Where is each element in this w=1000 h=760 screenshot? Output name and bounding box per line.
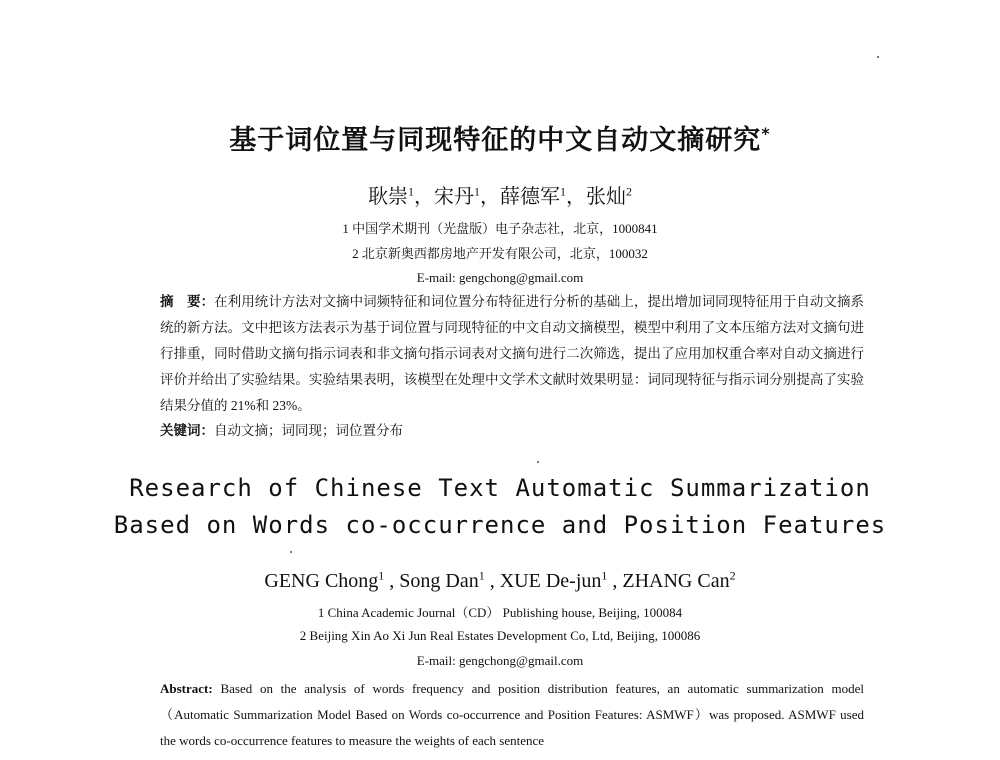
title-footnote-mark: * bbox=[761, 124, 771, 143]
author-separator: ， bbox=[480, 186, 500, 208]
scan-speck bbox=[537, 461, 539, 463]
chinese-title-text: 基于词位置与同现特征的中文自动文摘研究 bbox=[229, 125, 762, 156]
english-title-line-2: Based on Words co-occurrence and Position Features bbox=[113, 511, 887, 539]
author-affiliation-mark: 1 bbox=[601, 568, 608, 583]
english-affiliation-2: 2 Beijing Xin Ao Xi Jun Real Estates Development Co, Ltd, Beijing, 100086 bbox=[299, 628, 701, 643]
author-affiliation-mark: 1 bbox=[478, 568, 485, 583]
chinese-abstract-label: 摘 要： bbox=[160, 294, 215, 309]
author-name: 薛德军 bbox=[500, 186, 560, 208]
english-abstract-text: Based on the analysis of words frequency and position distribution features, an automatic summarization model（Automatic Summarization Model Based on Words co-occurrence and Position Features: ASMWF）was proposed. ASMWF used the words co-occurrence features to measure the weights of each sentence bbox=[160, 681, 865, 748]
author-affiliation-mark: 1 bbox=[560, 184, 566, 199]
author-affiliation-mark: 2 bbox=[729, 568, 736, 583]
author-affiliation-mark: 1 bbox=[408, 184, 414, 199]
chinese-keywords-text: 自动文摘；词同现；词位置分布 bbox=[214, 423, 403, 438]
author-separator: , bbox=[607, 570, 623, 592]
scan-speck bbox=[877, 56, 879, 58]
english-title-line-1: Research of Chinese Text Automatic Summarization bbox=[129, 474, 871, 502]
chinese-abstract-text: 在利用统计方法对文摘中词频特征和词位置分布特征进行分析的基础上，提出增加词同现特征用于自动文摘系统的新方法。文中把该方法表示为基于词位置与同现特征的中文自动文摘模型，模型中利用了文本压缩方法对文摘句进行排重，同时借助文摘句指示词表和非文摘句指示词表对文摘句进行二次筛选，提出了应用加权重合率对自动文摘进行评价并给出了实验结果。实验结果表明，该模型在处理中文学术文献时效果明显：词同现特征与指示词分别提高了实验结果分值的 21%和 23%。 bbox=[160, 294, 865, 413]
chinese-affiliation-1: 1 中国学术期刊（光盘版）电子杂志社，北京，1000841 bbox=[342, 221, 658, 236]
author-name: XUE De-jun bbox=[499, 570, 602, 592]
author-separator: ， bbox=[414, 186, 434, 208]
author-affiliation-mark: 1 bbox=[474, 184, 480, 199]
chinese-title bbox=[0, 118, 1000, 157]
english-email: E-mail: gengchong@gmail.com bbox=[416, 653, 584, 668]
author-separator: ， bbox=[566, 186, 586, 208]
english-abstract bbox=[160, 676, 864, 754]
chinese-affiliation-2: 2 北京新奥西都房地产开发有限公司，北京，100032 bbox=[352, 246, 648, 261]
chinese-email: E-mail: gengchong@gmail.com bbox=[416, 270, 584, 285]
author-name: ZHANG Can bbox=[622, 570, 730, 592]
author-name: 张灿 bbox=[586, 186, 626, 208]
english-authors bbox=[0, 570, 1000, 593]
author-name: 耿崇 bbox=[368, 186, 408, 208]
scan-speck bbox=[290, 551, 292, 553]
chinese-abstract bbox=[160, 289, 864, 419]
author-affiliation-mark: 2 bbox=[626, 184, 632, 199]
author-separator: , bbox=[484, 570, 500, 592]
english-abstract-label: Abstract: bbox=[160, 681, 213, 696]
chinese-keywords-label: 关键词： bbox=[160, 423, 214, 438]
chinese-authors bbox=[0, 180, 1000, 209]
author-separator: , bbox=[384, 570, 400, 592]
author-name: 宋丹 bbox=[434, 186, 474, 208]
english-affiliation-1: 1 China Academic Journal（CD） Publishing house, Beijing, 100084 bbox=[317, 605, 683, 620]
author-affiliation-mark: 1 bbox=[378, 568, 385, 583]
author-name: Song Dan bbox=[399, 570, 479, 592]
author-name: GENG Chong bbox=[264, 570, 379, 592]
chinese-keywords bbox=[160, 419, 403, 439]
